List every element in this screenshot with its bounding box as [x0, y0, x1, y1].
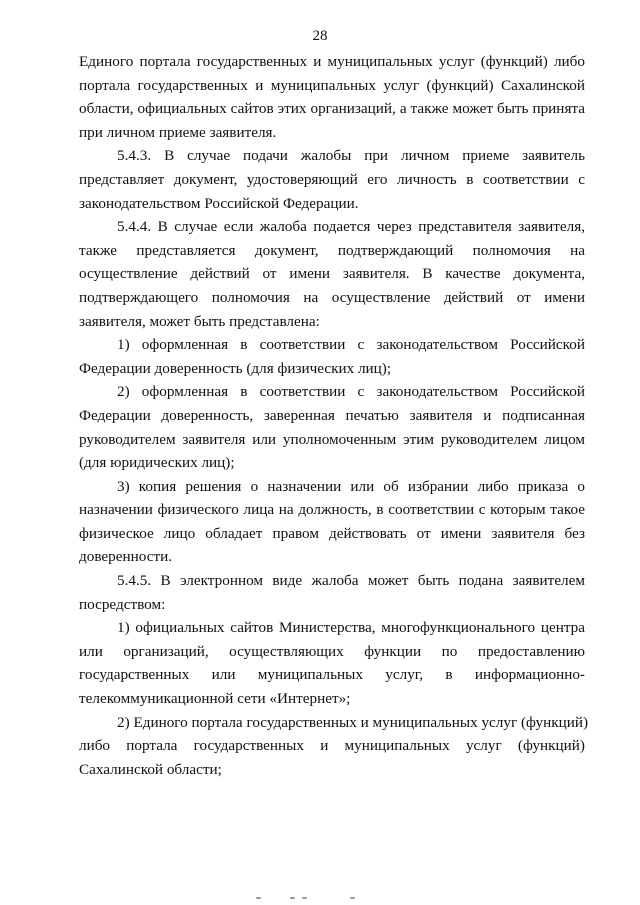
document-body	[79, 50, 589, 781]
text-line: области, официальных сайтов этих организаций, а также может быть принята	[79, 100, 585, 118]
text-line: государственных или муниципальных услуг, в информационно-	[79, 666, 585, 684]
text-line: представляет документ, удостоверяющий его личность в соответствии с	[79, 170, 585, 188]
paragraph-5-4-3	[79, 144, 585, 215]
text-line: также представляется документ, подтверждающий полномочия на	[79, 241, 585, 259]
list-item-3-appointment-decision	[79, 475, 585, 569]
text-line: назначении физического лица на должность, в соответствии с которым такое	[79, 501, 585, 519]
text-line: Федерации доверенность, заверенная печатью заявителя и подписанная	[79, 406, 585, 424]
text-line: при личном приеме заявителя.	[79, 123, 277, 141]
page-number: 28	[312, 28, 328, 44]
text-line: физическое лицо обладает правом действовать от имени заявителя без	[79, 524, 585, 542]
paragraph-5-4-4	[79, 215, 585, 333]
text-line: заявителя, может быть представлена:	[79, 312, 320, 330]
text-line: 5.4.5. В электронном виде жалоба может быть подана заявителем	[117, 572, 585, 590]
paragraph-continuation	[79, 50, 585, 144]
text-line: Сахалинской области;	[79, 760, 222, 778]
text-line: Федерации доверенность (для физических лиц);	[79, 359, 392, 377]
text-line: законодательством Российской Федерации.	[79, 194, 359, 212]
paragraph-5-4-5	[79, 569, 585, 616]
text-line: подтверждающего полномочия на осуществление действий от имени	[79, 288, 585, 306]
text-line: руководителем заявителя или уполномоченным этим руководителем лицом	[79, 430, 585, 448]
text-line: осуществление действий от имени заявителя. В качестве документа,	[79, 265, 585, 283]
text-line: или организаций, осуществляющих функции по предоставлению	[79, 642, 585, 660]
text-line: 5.4.3. В случае подачи жалобы при личном приеме заявитель	[117, 147, 585, 165]
text-line: либо портала государственных и муниципальных услуг (функций)	[79, 737, 585, 755]
text-line: (для юридических лиц);	[79, 454, 235, 472]
scan-artifact-bottom	[250, 895, 390, 901]
text-line: доверенности.	[79, 548, 173, 566]
text-line: посредством:	[79, 595, 166, 613]
list-item-2-unified-portal	[79, 711, 589, 782]
text-line: портала государственных и муниципальных услуг (функций) Сахалинской	[79, 76, 585, 94]
text-line: 1) официальных сайтов Министерства, многофункционального центра	[117, 619, 585, 637]
text-line: Единого портала государственных и муниципальных услуг (функций) либо	[79, 53, 585, 70]
text-line: 2) Единого портала государственных и муниципальных услуг (функций)	[117, 713, 589, 731]
list-item-1-official-websites	[79, 616, 585, 710]
text-line: телекоммуникационной сети «Интернет»;	[79, 690, 351, 708]
text-line: 2) оформленная в соответствии с законодательством Российской	[117, 383, 585, 401]
text-line: 3) копия решения о назначении или об избрании либо приказа о	[117, 477, 585, 495]
list-item-2-power-of-attorney-legal-entities	[79, 380, 585, 474]
text-line: 5.4.4. В случае если жалоба подается через представителя заявителя,	[117, 218, 585, 236]
text-line: 1) оформленная в соответствии с законодательством Российской	[117, 336, 585, 354]
list-item-1-power-of-attorney-individuals	[79, 333, 585, 380]
